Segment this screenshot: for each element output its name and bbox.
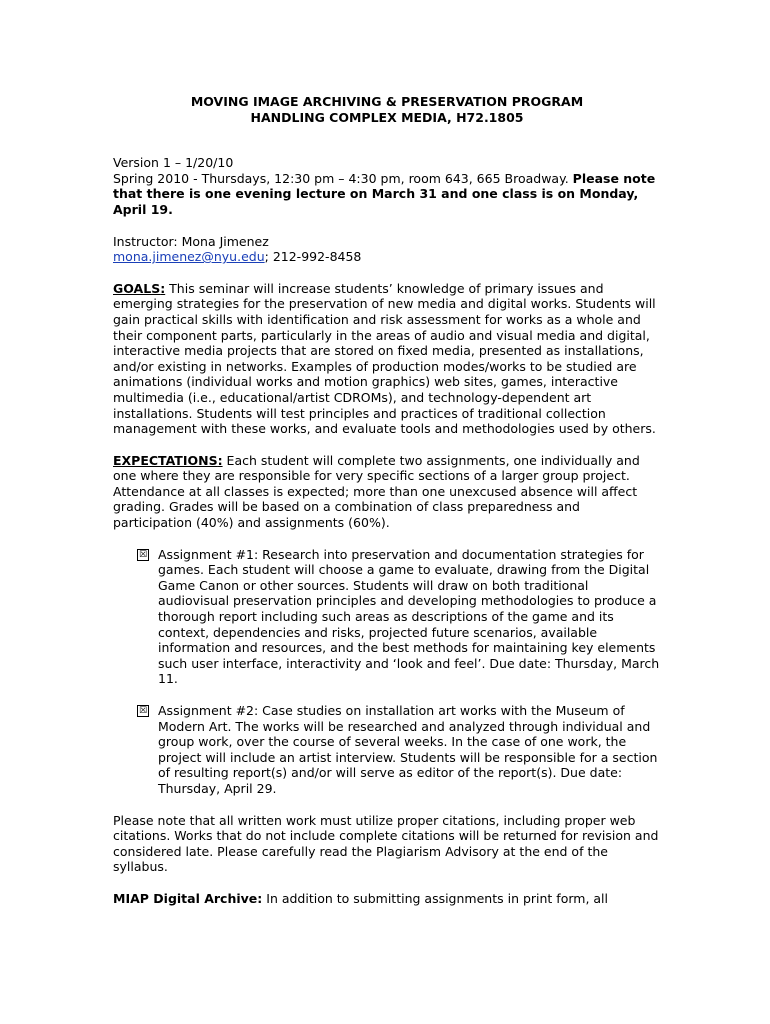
schedule-text: Spring 2010 - Thursdays, 12:30 pm – 4:30 pm, room 643, 665 Broadway. (113, 170, 569, 186)
goals-heading: GOALS (113, 280, 161, 296)
goals-text: This seminar will increase students’ knowledge of primary issues and emerging strategies for the preservation of new media and digital works. Students will gain practical skills with identification and risk assessment for works as a whole and their component parts, particularly in the areas of audio and visual media and digital, interactive media projects that are stored on fixed media, presented as installations, and/or existing in networks. Examples of production modes/works to be studied are animations (individual works and motion graphics) web sites, games, interactive multimedia (i.e., educational/artist CDROMs), and technology-dependent art installations. Students will test principles and practices of traditional collection management with these works, and evaluate tools and methodologies used by others. (113, 280, 656, 437)
assignment-item-2 (113, 703, 661, 797)
instructor-name: Instructor: Mona Jimenez (113, 233, 269, 249)
document-title (113, 94, 661, 125)
assignment-1-text: Assignment #1: Research into preservation and documentation strategies for games. Each student will choose a game to evaluate, drawing from the Digital Game Canon or other sources. Students will draw on both traditional audiovisual preservation principles and developing methodologies to produce a thorough report including such areas as descriptions of the game and its context, dependencies and risks, projected future scenarios, available information and resources, and the best methods for maintaining key elements such user interface, interactivity and ‘look and feel’. Due date: Thursday, March 11. (158, 546, 660, 687)
schedule-note: Please note that there is one evening lecture on March 31 and one class is on Monday, April 19. (113, 170, 656, 217)
syllabus-body (113, 94, 661, 907)
assignment-item-1 (113, 547, 661, 687)
expectations-paragraph (113, 453, 661, 531)
assignment-2-text: Assignment #2: Case studies on installation art works with the Museum of Modern Art. The works will be researched and analyzed through individual and group work, over the course of several weeks. In the case of one work, the project will include an artist interview. Students will be responsible for a section of resulting report(s) and/or will serve as editor of the report(s). Due date: Thursday, April 29. (158, 703, 658, 796)
expectations-heading-colon: : (217, 452, 223, 468)
instructor-block (113, 234, 661, 265)
instructor-email-link[interactable]: mona.jimenez@nyu.edu (113, 249, 265, 265)
version-line: Version 1 – 1/20/10 (113, 155, 234, 171)
expectations-text: Each student will complete two assignments, one individually and one where they are responsible for very specific sections of a larger group project. Attendance at all classes is expected; more than one unexcused absence will affect grading. Grades will be based on a combination of class preparedness and participation (40%) and assignments (60%). (113, 452, 640, 531)
expectations-heading: EXPECTATIONS (113, 452, 218, 468)
instructor-phone: ; 212-992-8458 (264, 249, 362, 265)
checkbox-icon: ☒ (138, 549, 148, 560)
goals-heading-colon: : (160, 280, 166, 296)
goals-paragraph (113, 281, 661, 437)
archive-heading: MIAP Digital Archive: (113, 890, 263, 906)
course-title: HANDLING COMPLEX MEDIA, H72.1805 (250, 109, 524, 125)
program-title: MOVING IMAGE ARCHIVING & PRESERVATION PROGRAM (190, 94, 584, 109)
intro-paragraph (113, 155, 661, 217)
citations-paragraph: Please note that all written work must utilize proper citations, including proper web citations. Works that do not include complete citations will be returned for revision and considered late. Please carefully read the Plagiarism Advisory at the end of the syllabus. (113, 812, 659, 875)
archive-text: In addition to submitting assignments in print form, all (262, 890, 609, 906)
archive-paragraph (113, 891, 661, 907)
checkbox-icon: ☒ (138, 706, 148, 716)
